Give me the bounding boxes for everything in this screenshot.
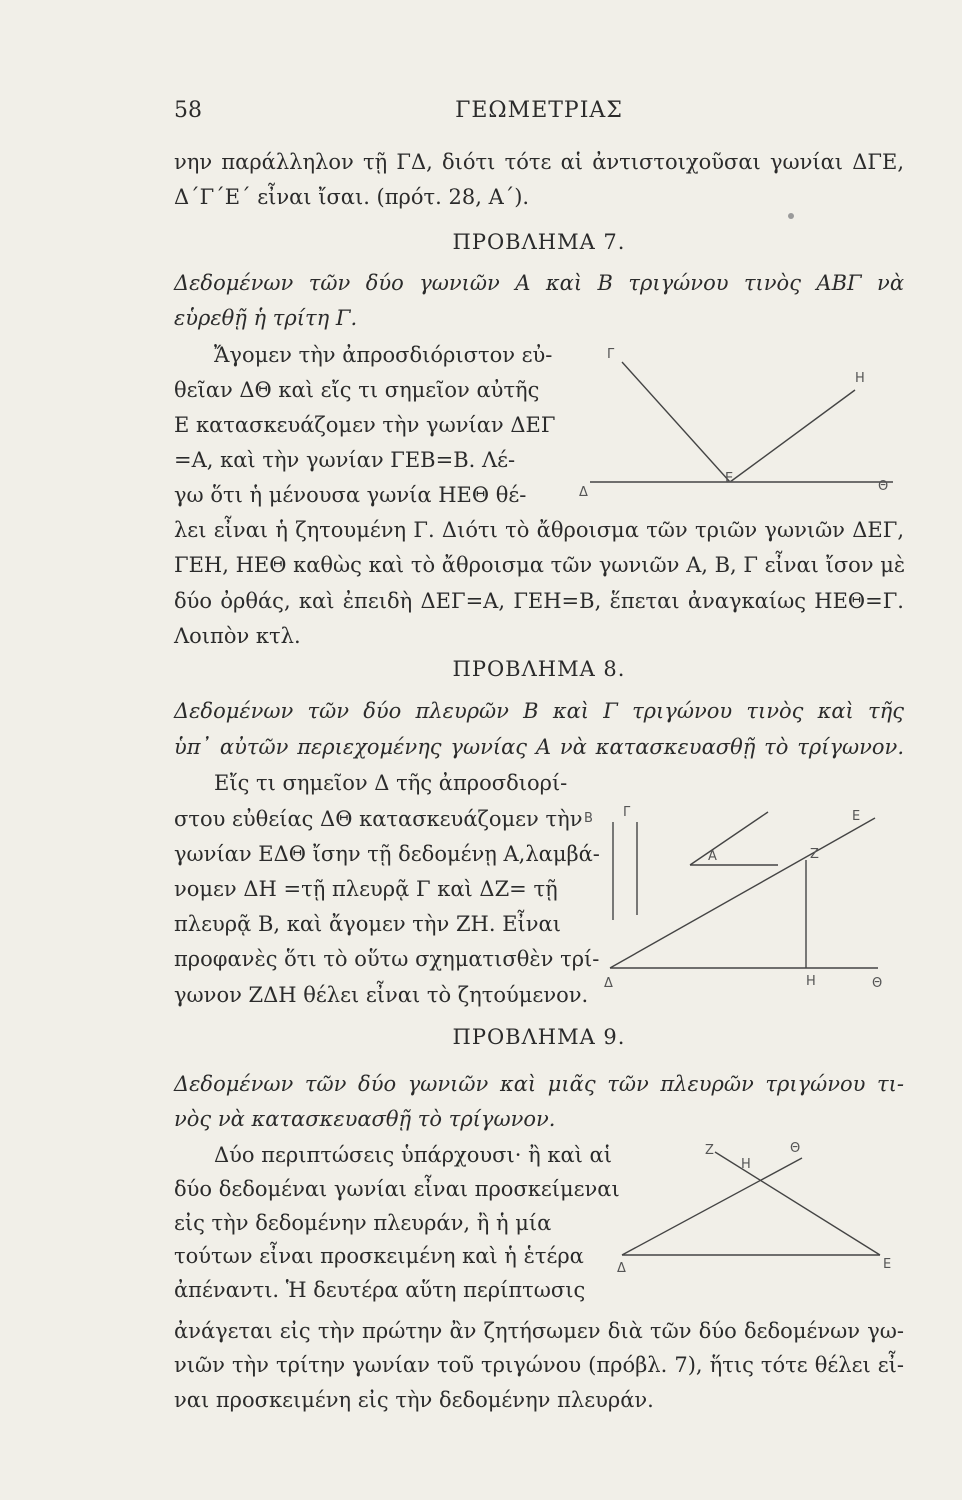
- text-line: ναι προσκειμένη εἰς τὴν δεδομένην πλευράν.: [174, 1388, 654, 1412]
- text-line: γωνίαν ΕΔΘ ἴσην τῇ δεδομένῃ Α,λαμβά-: [174, 842, 600, 866]
- problem-9-statement: Δεδομένων τῶν δύο γωνιῶν καὶ μιᾶς τῶν πλευρῶν τριγώνου τι-: [174, 1072, 904, 1096]
- label-epsilon: Ε: [725, 471, 734, 486]
- line-delta-theta: [622, 1158, 802, 1255]
- text-line: θεῖαν ΔΘ καὶ εἴς τι σημεῖον αὐτῆς: [174, 378, 540, 402]
- label-delta: Δ: [579, 485, 588, 500]
- label-epsilon: Ε: [852, 809, 861, 824]
- text-line: γωνον ΖΔΗ θέλει εἶναι τὸ ζητούμενον.: [174, 983, 589, 1007]
- line-epsilon-eta: [730, 390, 855, 482]
- text-line: νην παράλληλον τῇ ΓΔ, διότι τότε αἱ ἀντιστοιχοῦσαι γωνίαι ΔΓΕ,: [174, 150, 904, 174]
- text-line: εἰς τὴν δεδομένην πλευράν, ἢ ἡ μία: [174, 1211, 552, 1235]
- page-number: 58: [174, 98, 202, 123]
- line-delta-epsilon: [610, 818, 875, 968]
- figure-problem-8: [580, 800, 900, 1000]
- text-line: τούτων εἶναι προσκειμένη καὶ ἡ ἑτέρα: [174, 1244, 584, 1268]
- text-line: γω ὅτι ἡ μένουσα γωνία ΗΕΘ θέ-: [174, 483, 527, 507]
- label-alpha: Α: [708, 849, 717, 864]
- problem-8-title: ΠΡΟΒΛΗΜΑ 8.: [452, 657, 626, 681]
- text-line: δύο ὀρθάς, καὶ ἐπειδὴ ΔΕΓ=Α, ΓΕΗ=Β, ἕπεται ἀναγκαίως ΗΕΘ=Γ.: [174, 589, 904, 613]
- text-line: λει εἶναι ἡ ζητουμένη Γ. Διότι τὸ ἄθροισμα τῶν τριῶν γωνιῶν ΔΕΓ,: [174, 518, 904, 542]
- text-line: Ε κατασκευάζομεν τὴν γωνίαν ΔΕΓ: [174, 413, 556, 437]
- problem-8-statement: Δεδομένων τῶν δύο πλευρῶν Β καὶ Γ τριγώνου τινὸς καὶ τῆς: [174, 699, 904, 723]
- text-line: Δ΄Γ΄Ε΄ εἶναι ἴσαι. (πρότ. 28, Α΄).: [174, 185, 530, 209]
- label-zeta: Ζ: [705, 1143, 714, 1158]
- text-line: προφανὲς ὅτι τὸ οὕτω σχηματισθὲν τρί-: [174, 947, 600, 971]
- problem-7-statement: Δεδομένων τῶν δύο γωνιῶν Α καὶ Β τριγώνου τινὸς ΑΒΓ νὰ: [174, 271, 904, 295]
- label-delta: Δ: [604, 976, 613, 991]
- figure-problem-7: [565, 342, 905, 502]
- label-theta: Θ: [872, 976, 883, 991]
- text-line: πλευρᾷ Β, καὶ ἄγομεν τὴν ΖΗ. Εἶναι: [174, 912, 561, 936]
- label-epsilon: Ε: [883, 1257, 892, 1272]
- running-head: ΓΕΩΜΕΤΡΙΑΣ: [455, 98, 623, 123]
- line-epsilon-gamma: [622, 362, 730, 482]
- page-header: [174, 98, 904, 128]
- label-eta: Η: [806, 974, 816, 989]
- text-line: Εἴς τι σημεῖον Δ τῆς ἀπροσδιορί-: [214, 771, 568, 795]
- text-line: Λοιπὸν κτλ.: [174, 624, 301, 648]
- text-line: =Α, καὶ τὴν γωνίαν ΓΕΒ=Β. Λέ-: [174, 448, 516, 472]
- ink-speck: [788, 213, 794, 219]
- label-delta: Δ: [617, 1261, 626, 1276]
- text-line: νομεν ΔΗ =τῇ πλευρᾷ Γ καὶ ΔΖ= τῇ: [174, 877, 558, 901]
- label-theta: Θ: [878, 479, 889, 494]
- label-zeta: Ζ: [810, 847, 819, 862]
- label-beta: Β: [584, 811, 593, 826]
- angle-alpha-arm: [690, 812, 768, 865]
- text-line: ἀπέναντι. Ἡ δευτέρα αὕτη περίπτωσις: [174, 1278, 586, 1302]
- text-line: ἀνάγεται εἰς τὴν πρώτην ἂν ζητήσωμεν διὰ τῶν δύο δεδομένων γω-: [174, 1319, 904, 1343]
- line-zeta-epsilon: [715, 1152, 880, 1255]
- problem-9-title: ΠΡΟΒΛΗΜΑ 9.: [452, 1025, 626, 1049]
- text-line: δύο δεδομέναι γωνίαι εἶναι προσκείμεναι: [174, 1177, 620, 1201]
- text-line: Δύο περιπτώσεις ὑπάρχουσι· ἢ καὶ αἱ: [214, 1143, 612, 1167]
- problem-7-title: ΠΡΟΒΛΗΜΑ 7.: [452, 230, 626, 254]
- label-theta: Θ: [790, 1141, 801, 1156]
- text-line: Ἄγομεν τὴν ἀπροσδιόριστον εὐ-: [214, 343, 553, 367]
- label-gamma: Γ: [607, 347, 615, 362]
- problem-9-statement: νὸς νὰ κατασκευασθῇ τὸ τρίγωνον.: [174, 1107, 556, 1131]
- figure-problem-9: [605, 1130, 905, 1295]
- text-line: στου εὐθείας ΔΘ κατασκευάζομεν τὴν: [174, 807, 583, 831]
- problem-7-statement: εὑρεθῇ ἡ τρίτη Γ.: [174, 306, 358, 330]
- label-eta: Η: [855, 371, 865, 386]
- label-gamma: Γ: [623, 805, 631, 820]
- problem-8-statement: ὑπ᾿ αὐτῶν περιεχομένης γωνίας Α νὰ κατασκευασθῇ τὸ τρίγωνον.: [174, 735, 904, 759]
- label-eta: Η: [741, 1157, 751, 1172]
- text-line: νιῶν τὴν τρίτην γωνίαν τοῦ τριγώνου (πρόβλ. 7), ἥτις τότε θέλει εἶ-: [174, 1353, 904, 1377]
- text-line: ΓΕΗ, ΗΕΘ καθὼς καὶ τὸ ἄθροισμα τῶν γωνιῶν Α, Β, Γ εἶναι ἴσον μὲ: [174, 553, 906, 577]
